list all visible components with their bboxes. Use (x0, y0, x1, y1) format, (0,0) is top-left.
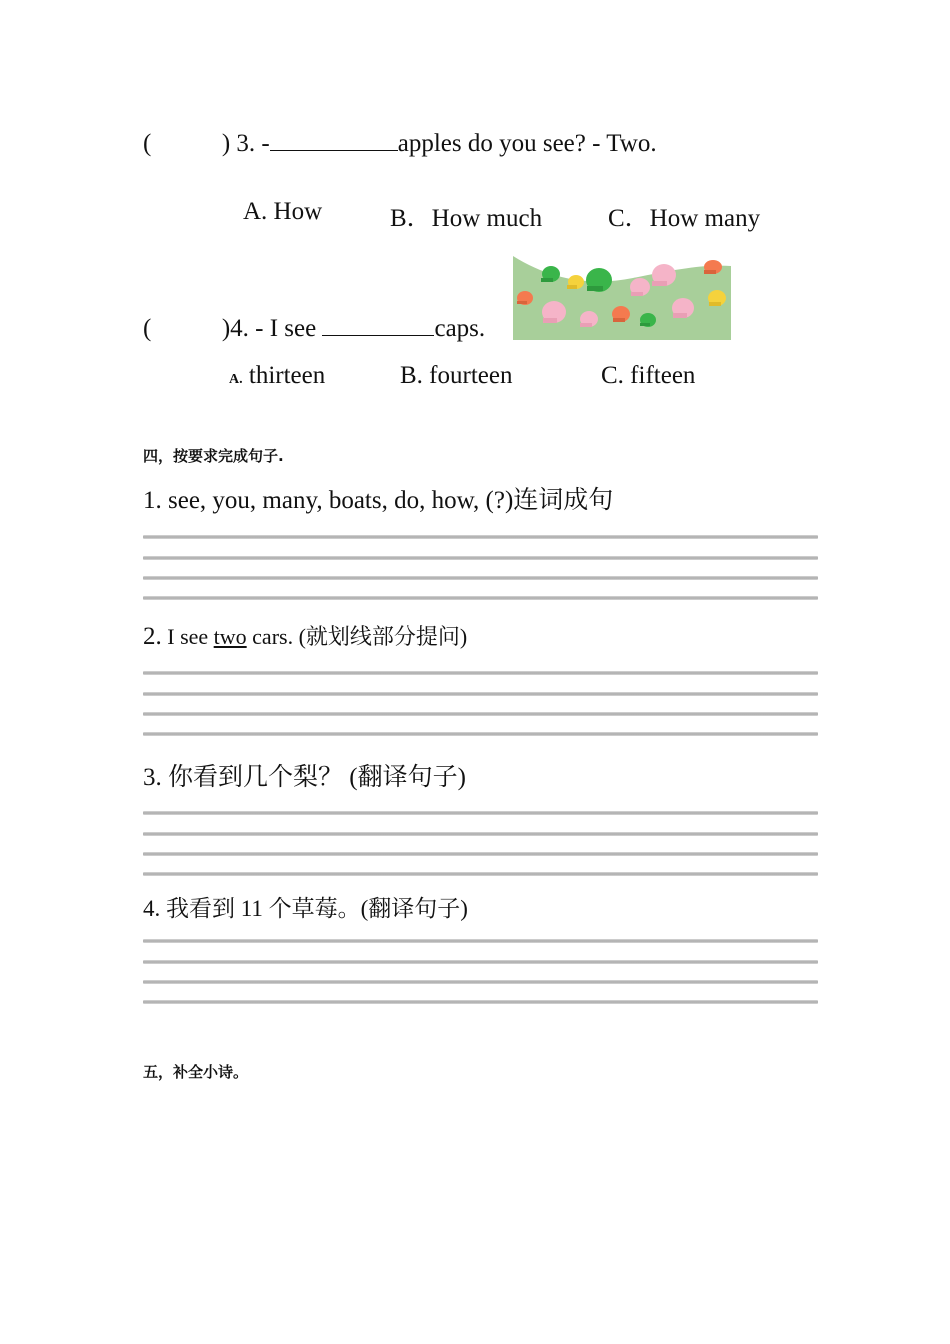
q3-text: apples do you see? - Two. (397, 130, 657, 157)
q4-text: caps. (434, 315, 486, 342)
writing-line[interactable] (143, 712, 818, 716)
q4-option-c: C. fifteen (601, 362, 696, 389)
writing-line[interactable] (143, 732, 818, 736)
section4-item-2-pre: I see (161, 624, 214, 649)
section4-item-2-underlined: two (213, 624, 247, 649)
section4-title: 四，按要求完成句子. (143, 447, 284, 465)
writing-line[interactable] (143, 556, 818, 560)
writing-line[interactable] (143, 692, 818, 696)
section4-item-2 (143, 620, 467, 651)
q3-blank[interactable] (270, 128, 398, 151)
section5-title: 五，补全小诗。 (143, 1063, 249, 1081)
q3-number: 3. - (236, 130, 270, 157)
q4-blank[interactable] (322, 313, 434, 336)
section4-item-3: 3. 你看到几个梨？ (翻译句子) (143, 764, 466, 791)
q4-option-a (229, 362, 325, 390)
writing-line[interactable] (143, 872, 818, 876)
q3-line (143, 128, 657, 158)
writing-line[interactable] (143, 832, 818, 836)
q4-option-a-letter: A. (229, 372, 243, 387)
writing-line[interactable] (143, 1000, 818, 1004)
q4-line (143, 313, 485, 343)
section4-item-2-number: 2. (143, 623, 162, 650)
section4-item-4: 4. 我看到 11 个草莓。(翻译句子) (143, 896, 468, 921)
writing-line[interactable] (143, 671, 818, 675)
q3-option-c: C．How many (608, 205, 761, 232)
q3-paren-close: ) (221, 130, 231, 157)
writing-line[interactable] (143, 596, 818, 600)
q3-paren-open: ( (143, 130, 152, 157)
q4-paren-close: ) (221, 315, 231, 342)
q4-option-a-text: thirteen (242, 362, 326, 389)
writing-line[interactable] (143, 980, 818, 984)
writing-line[interactable] (143, 576, 818, 580)
section4-item-1: 1. see, you, many, boats, do, how, (?)连词成句 (143, 487, 614, 514)
q4-option-b: B. fourteen (400, 362, 513, 389)
caps-illustration (513, 256, 731, 340)
writing-line[interactable] (143, 939, 818, 943)
writing-line[interactable] (143, 852, 818, 856)
q3-option-a: A. How (243, 198, 323, 225)
q4-number: 4. - I see (230, 315, 317, 342)
q3-option-b: B．How much (390, 205, 543, 232)
q4-paren-open: ( (143, 315, 152, 342)
writing-line[interactable] (143, 535, 818, 539)
writing-line[interactable] (143, 960, 818, 964)
section4-item-2-post: cars. (就划线部分提问) (246, 624, 468, 649)
writing-line[interactable] (143, 811, 818, 815)
